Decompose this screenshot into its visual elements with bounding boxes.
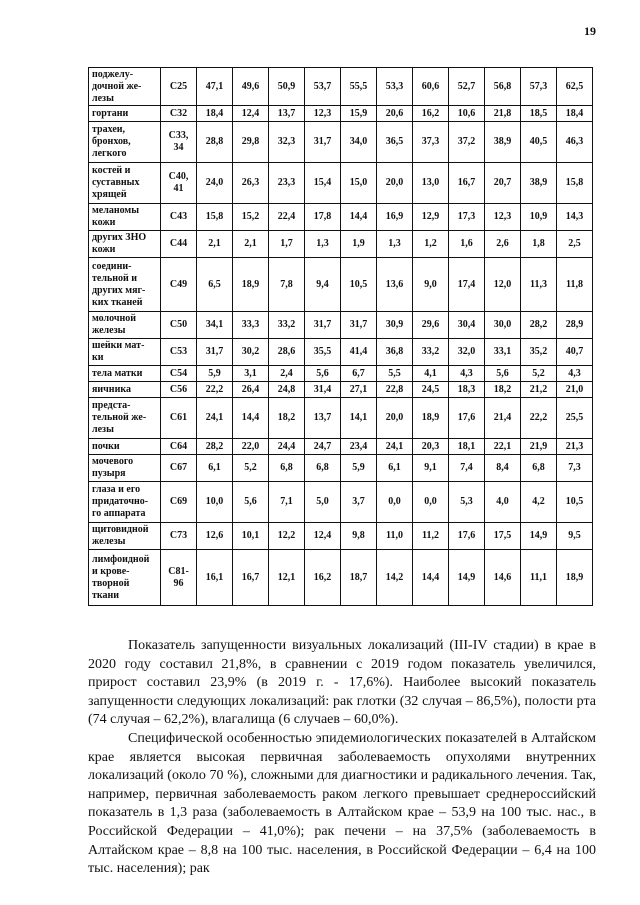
value-cell: 2,6 <box>485 231 521 258</box>
icd-code: C56 <box>161 382 197 398</box>
value-cell: 15,8 <box>197 204 233 231</box>
icd-code: C50 <box>161 312 197 339</box>
value-cell: 14,4 <box>341 204 377 231</box>
value-cell: 34,1 <box>197 312 233 339</box>
localization-name: яичника <box>89 382 161 398</box>
value-cell: 41,4 <box>341 339 377 366</box>
value-cell: 18,9 <box>413 398 449 439</box>
value-cell: 18,1 <box>449 439 485 455</box>
value-cell: 33,2 <box>413 339 449 366</box>
table-row <box>89 68 593 106</box>
value-cell: 31,7 <box>197 339 233 366</box>
table-row <box>89 523 593 550</box>
icd-code: C40, 41 <box>161 163 197 204</box>
icd-code: C53 <box>161 339 197 366</box>
value-cell: 36,5 <box>377 122 413 163</box>
value-cell: 40,5 <box>521 122 557 163</box>
value-cell: 14,4 <box>233 398 269 439</box>
value-cell: 21,4 <box>485 398 521 439</box>
value-cell: 11,3 <box>521 258 557 312</box>
value-cell: 16,7 <box>233 550 269 606</box>
value-cell: 22,0 <box>233 439 269 455</box>
icd-code: C49 <box>161 258 197 312</box>
value-cell: 20,0 <box>377 163 413 204</box>
value-cell: 28,6 <box>269 339 305 366</box>
value-cell: 29,6 <box>413 312 449 339</box>
value-cell: 12,2 <box>269 523 305 550</box>
localization-name: молочной железы <box>89 312 161 339</box>
value-cell: 15,0 <box>341 163 377 204</box>
value-cell: 22,2 <box>197 382 233 398</box>
value-cell: 5,5 <box>377 366 413 382</box>
value-cell: 14,9 <box>521 523 557 550</box>
icd-code: C54 <box>161 366 197 382</box>
value-cell: 7,8 <box>269 258 305 312</box>
value-cell: 4,1 <box>413 366 449 382</box>
table-row <box>89 163 593 204</box>
value-cell: 18,9 <box>233 258 269 312</box>
value-cell: 5,2 <box>233 455 269 482</box>
table-row <box>89 204 593 231</box>
value-cell: 6,1 <box>197 455 233 482</box>
localization-name: мочевого пузыря <box>89 455 161 482</box>
value-cell: 38,9 <box>485 122 521 163</box>
value-cell: 13,7 <box>305 398 341 439</box>
value-cell: 21,0 <box>557 382 593 398</box>
value-cell: 15,2 <box>233 204 269 231</box>
table-row <box>89 339 593 366</box>
icd-code: C44 <box>161 231 197 258</box>
value-cell: 31,7 <box>305 122 341 163</box>
value-cell: 12,3 <box>305 106 341 122</box>
value-cell: 55,5 <box>341 68 377 106</box>
value-cell: 16,2 <box>413 106 449 122</box>
value-cell: 28,8 <box>197 122 233 163</box>
table-row <box>89 258 593 312</box>
localization-name: гортани <box>89 106 161 122</box>
value-cell: 6,7 <box>341 366 377 382</box>
value-cell: 2,1 <box>197 231 233 258</box>
value-cell: 4,2 <box>521 482 557 523</box>
value-cell: 1,9 <box>341 231 377 258</box>
icd-code: C81- 96 <box>161 550 197 606</box>
value-cell: 30,9 <box>377 312 413 339</box>
value-cell: 30,4 <box>449 312 485 339</box>
value-cell: 17,8 <box>305 204 341 231</box>
value-cell: 6,8 <box>305 455 341 482</box>
value-cell: 18,2 <box>269 398 305 439</box>
value-cell: 35,2 <box>521 339 557 366</box>
value-cell: 9,4 <box>305 258 341 312</box>
value-cell: 23,4 <box>341 439 377 455</box>
value-cell: 1,2 <box>413 231 449 258</box>
value-cell: 5,6 <box>233 482 269 523</box>
value-cell: 14,9 <box>449 550 485 606</box>
value-cell: 10,9 <box>521 204 557 231</box>
icd-code: C69 <box>161 482 197 523</box>
value-cell: 12,0 <box>485 258 521 312</box>
value-cell: 20,7 <box>485 163 521 204</box>
value-cell: 24,4 <box>269 439 305 455</box>
value-cell: 21,9 <box>521 439 557 455</box>
value-cell: 4,3 <box>449 366 485 382</box>
paragraph: Специфической особенностью эпидемиологических показателей в Алтайском крае является высокая первичная заболеваемость опухолями внутренних локализаций (около 70 %), сложными для диагностики и радикального лечения. Так, например, первичная заболеваемость раком легкого превышает среднероссийский показатель в 1,3 раза (заболеваемость в Алтайском крае – 53,9 на 100 тыс. нас., в Российской Федерации – 41,0%); рак печени – на 37,5% (заболеваемость в Алтайском крае – 8,8 на 100 тыс. населения, в Российской Федерации – 6,4 на 100 тыс. населения); рак <box>88 730 596 877</box>
value-cell: 31,4 <box>305 382 341 398</box>
table-row <box>89 455 593 482</box>
value-cell: 60,6 <box>413 68 449 106</box>
value-cell: 31,7 <box>305 312 341 339</box>
table-row <box>89 366 593 382</box>
value-cell: 17,6 <box>449 398 485 439</box>
table-row <box>89 482 593 523</box>
value-cell: 3,1 <box>233 366 269 382</box>
value-cell: 14,4 <box>413 550 449 606</box>
value-cell: 5,9 <box>341 455 377 482</box>
value-cell: 10,0 <box>197 482 233 523</box>
value-cell: 1,3 <box>305 231 341 258</box>
value-cell: 4,0 <box>485 482 521 523</box>
value-cell: 7,3 <box>557 455 593 482</box>
value-cell: 30,0 <box>485 312 521 339</box>
value-cell: 10,1 <box>233 523 269 550</box>
table-row <box>89 122 593 163</box>
value-cell: 17,6 <box>449 523 485 550</box>
value-cell: 5,3 <box>449 482 485 523</box>
value-cell: 7,4 <box>449 455 485 482</box>
incidence-table <box>88 67 593 606</box>
value-cell: 22,1 <box>485 439 521 455</box>
value-cell: 6,1 <box>377 455 413 482</box>
value-cell: 5,9 <box>197 366 233 382</box>
value-cell: 12,1 <box>269 550 305 606</box>
value-cell: 28,2 <box>197 439 233 455</box>
localization-name: других ЗНО кожи <box>89 231 161 258</box>
value-cell: 17,3 <box>449 204 485 231</box>
value-cell: 1,6 <box>449 231 485 258</box>
localization-name: поджелу- дочной же- лезы <box>89 68 161 106</box>
value-cell: 14,2 <box>377 550 413 606</box>
table-row <box>89 398 593 439</box>
localization-name: тела матки <box>89 366 161 382</box>
value-cell: 7,1 <box>269 482 305 523</box>
value-cell: 32,3 <box>269 122 305 163</box>
value-cell: 16,9 <box>377 204 413 231</box>
value-cell: 18,3 <box>449 382 485 398</box>
table-row <box>89 231 593 258</box>
value-cell: 16,2 <box>305 550 341 606</box>
value-cell: 2,1 <box>233 231 269 258</box>
value-cell: 1,8 <box>521 231 557 258</box>
value-cell: 15,4 <box>305 163 341 204</box>
value-cell: 9,1 <box>413 455 449 482</box>
localization-name: соедини- тельной и других мяг- ких тканей <box>89 258 161 312</box>
value-cell: 5,2 <box>521 366 557 382</box>
value-cell: 16,7 <box>449 163 485 204</box>
value-cell: 26,3 <box>233 163 269 204</box>
value-cell: 5,6 <box>485 366 521 382</box>
value-cell: 24,8 <box>269 382 305 398</box>
value-cell: 29,8 <box>233 122 269 163</box>
body-text <box>88 637 596 879</box>
icd-code: C43 <box>161 204 197 231</box>
localization-name: меланомы кожи <box>89 204 161 231</box>
value-cell: 25,5 <box>557 398 593 439</box>
value-cell: 33,1 <box>485 339 521 366</box>
value-cell: 20,0 <box>377 398 413 439</box>
value-cell: 26,4 <box>233 382 269 398</box>
value-cell: 49,6 <box>233 68 269 106</box>
value-cell: 9,0 <box>413 258 449 312</box>
value-cell: 36,8 <box>377 339 413 366</box>
value-cell: 23,3 <box>269 163 305 204</box>
value-cell: 17,4 <box>449 258 485 312</box>
value-cell: 5,0 <box>305 482 341 523</box>
value-cell: 47,1 <box>197 68 233 106</box>
value-cell: 62,5 <box>557 68 593 106</box>
paragraph: Показатель запущенности визуальных локализаций (III-IV стадии) в крае в 2020 году составил 21,8%, в сравнении с 2019 годом показатель увеличился, прирост составил 23,9% (в 2019 г. - 17,6%). Наиболее высокий показатель запущенности следующих локализаций: рак глотки (32 случая – 86,5%), полости рта (74 случая – 62,2%), влагалища (6 случаев – 60,0%). <box>88 638 596 728</box>
icd-code: C67 <box>161 455 197 482</box>
value-cell: 33,3 <box>233 312 269 339</box>
value-cell: 15,9 <box>341 106 377 122</box>
value-cell: 0,0 <box>377 482 413 523</box>
value-cell: 11,8 <box>557 258 593 312</box>
value-cell: 4,3 <box>557 366 593 382</box>
value-cell: 37,3 <box>413 122 449 163</box>
value-cell: 9,5 <box>557 523 593 550</box>
value-cell: 11,1 <box>521 550 557 606</box>
value-cell: 10,5 <box>341 258 377 312</box>
value-cell: 18,4 <box>197 106 233 122</box>
value-cell: 12,3 <box>485 204 521 231</box>
value-cell: 28,9 <box>557 312 593 339</box>
value-cell: 34,0 <box>341 122 377 163</box>
icd-code: C25 <box>161 68 197 106</box>
value-cell: 21,2 <box>521 382 557 398</box>
value-cell: 18,5 <box>521 106 557 122</box>
value-cell: 10,6 <box>449 106 485 122</box>
value-cell: 32,0 <box>449 339 485 366</box>
value-cell: 13,0 <box>413 163 449 204</box>
localization-name: лимфоидной и крове- творной ткани <box>89 550 161 606</box>
value-cell: 12,6 <box>197 523 233 550</box>
value-cell: 6,8 <box>269 455 305 482</box>
localization-name: трахеи, бронхов, легкого <box>89 122 161 163</box>
value-cell: 22,2 <box>521 398 557 439</box>
value-cell: 14,6 <box>485 550 521 606</box>
value-cell: 33,2 <box>269 312 305 339</box>
value-cell: 18,2 <box>485 382 521 398</box>
value-cell: 13,6 <box>377 258 413 312</box>
value-cell: 11,0 <box>377 523 413 550</box>
table-row <box>89 439 593 455</box>
localization-name: шейки мат- ки <box>89 339 161 366</box>
icd-code: C33, 34 <box>161 122 197 163</box>
value-cell: 2,4 <box>269 366 305 382</box>
value-cell: 15,8 <box>557 163 593 204</box>
value-cell: 56,8 <box>485 68 521 106</box>
value-cell: 18,9 <box>557 550 593 606</box>
value-cell: 22,8 <box>377 382 413 398</box>
value-cell: 8,4 <box>485 455 521 482</box>
value-cell: 46,3 <box>557 122 593 163</box>
localization-name: костей и суставных хрящей <box>89 163 161 204</box>
value-cell: 53,3 <box>377 68 413 106</box>
icd-code: C64 <box>161 439 197 455</box>
localization-name: щитовидной железы <box>89 523 161 550</box>
value-cell: 13,7 <box>269 106 305 122</box>
table-row <box>89 312 593 339</box>
value-cell: 5,6 <box>305 366 341 382</box>
value-cell: 24,1 <box>197 398 233 439</box>
value-cell: 16,1 <box>197 550 233 606</box>
table-row <box>89 550 593 606</box>
value-cell: 6,5 <box>197 258 233 312</box>
value-cell: 1,7 <box>269 231 305 258</box>
value-cell: 24,5 <box>413 382 449 398</box>
value-cell: 20,6 <box>377 106 413 122</box>
value-cell: 30,2 <box>233 339 269 366</box>
icd-code: C73 <box>161 523 197 550</box>
value-cell: 12,9 <box>413 204 449 231</box>
value-cell: 12,4 <box>305 523 341 550</box>
value-cell: 57,3 <box>521 68 557 106</box>
value-cell: 21,3 <box>557 439 593 455</box>
value-cell: 27,1 <box>341 382 377 398</box>
value-cell: 24,1 <box>377 439 413 455</box>
value-cell: 21,8 <box>485 106 521 122</box>
value-cell: 22,4 <box>269 204 305 231</box>
value-cell: 40,7 <box>557 339 593 366</box>
value-cell: 28,2 <box>521 312 557 339</box>
value-cell: 31,7 <box>341 312 377 339</box>
value-cell: 20,3 <box>413 439 449 455</box>
value-cell: 9,8 <box>341 523 377 550</box>
value-cell: 14,1 <box>341 398 377 439</box>
value-cell: 10,5 <box>557 482 593 523</box>
value-cell: 18,7 <box>341 550 377 606</box>
value-cell: 3,7 <box>341 482 377 523</box>
value-cell: 1,3 <box>377 231 413 258</box>
table-row <box>89 382 593 398</box>
value-cell: 2,5 <box>557 231 593 258</box>
value-cell: 24,0 <box>197 163 233 204</box>
table-row <box>89 106 593 122</box>
value-cell: 52,7 <box>449 68 485 106</box>
page-number: 19 <box>584 24 596 38</box>
localization-name: глаза и его придаточно- го аппарата <box>89 482 161 523</box>
value-cell: 17,5 <box>485 523 521 550</box>
value-cell: 38,9 <box>521 163 557 204</box>
value-cell: 14,3 <box>557 204 593 231</box>
localization-name: почки <box>89 439 161 455</box>
value-cell: 37,2 <box>449 122 485 163</box>
value-cell: 0,0 <box>413 482 449 523</box>
value-cell: 11,2 <box>413 523 449 550</box>
value-cell: 50,9 <box>269 68 305 106</box>
value-cell: 35,5 <box>305 339 341 366</box>
value-cell: 53,7 <box>305 68 341 106</box>
icd-code: C32 <box>161 106 197 122</box>
value-cell: 18,4 <box>557 106 593 122</box>
localization-name: предста- тельной же- лезы <box>89 398 161 439</box>
icd-code: C61 <box>161 398 197 439</box>
value-cell: 6,8 <box>521 455 557 482</box>
value-cell: 12,4 <box>233 106 269 122</box>
value-cell: 24,7 <box>305 439 341 455</box>
